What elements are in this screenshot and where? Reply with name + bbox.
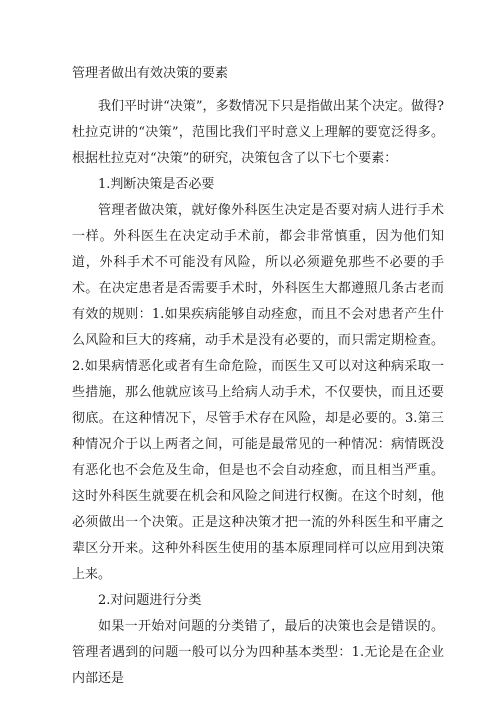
section-1-heading: 1.判断决策是否必要 (98, 177, 215, 192)
section-2-paragraph: 如果一开始对问题的分类错了，最后的决策也会是错误的。管理者遇到的问题一般可以分为四种基本类型：1.无论是在企业内部还是 (72, 619, 444, 686)
section-2-heading: 2.对问题进行分类 (98, 593, 202, 608)
section-1-paragraph: 管理者做决策，就好像外科医生决定是否要对病人进行手术一样。外科医生在决定动手术前，都会非常慎重，因为他们知道，外科手术不可能没有风险，所以必须避免那些不必要的手术。在决定患者是否需要手术时，外科医生大都遵照几条古老而有效的规则：1.如果疾病能够自动痊愈，而且不会对患者产生什么风险和巨大的疼痛，动手术是没有必要的，而只需定期检查。2.如果病情恶化或者有生命危险，而医生又可以对这种病采取一些措施，那么他就应该马上给病人动手术，不仅要快，而且还要彻底。在这种情况下，尽管手术存在风险，却是必要的。3.第三种情况介于以上两者之间，可能是最常见的一种情况：病情既没有恶化也不会危及生命，但是也不会自动痊愈，而且相当严重。这时外科医生就要在机会和风险之间进行权衡。在这个时刻，他必须做出一个决策。正是这种决策才把一流的外科医生和平庸之辈区分开来。这种外科医生使用的基本原理同样可以应用到决策上来。 (72, 203, 444, 582)
intro-paragraph: 我们平时讲“决策”，多数情况下只是指做出某个决定。做得?杜拉克讲的“决策”，范围比我们平时意义上理解的要宽泛得多。根据杜拉克对“决策”的研究，决策包含了以下七个要素： (72, 99, 444, 166)
document-title: 管理者做出有效决策的要素 (72, 66, 229, 81)
